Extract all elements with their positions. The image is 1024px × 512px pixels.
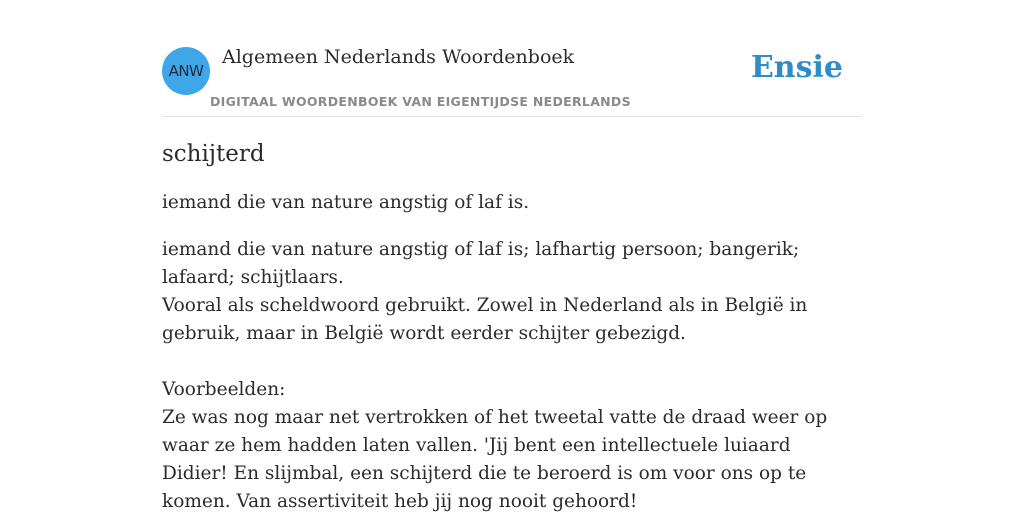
site-subtitle: DIGITAAL WOORDENBOEK VAN EIGENTIJDSE NEDERLANDS bbox=[210, 94, 631, 109]
entry-content bbox=[162, 136, 862, 512]
headword: schijterd bbox=[162, 141, 265, 167]
usage-note: Vooral als scheldwoord gebruikt. Zowel in Nederland als in België in gebruik, maar in België wordt eerder schijter gebezigd. bbox=[162, 295, 808, 344]
short-definition: iemand die van nature angstig of laf is. bbox=[162, 192, 530, 213]
site-title[interactable]: Algemeen Nederlands Woordenboek bbox=[222, 46, 575, 68]
paragraph-gap bbox=[162, 348, 862, 376]
long-definition: iemand die van nature angstig of laf is; lafhartig persoon; bangerik; lafaard; schijtlaars. bbox=[162, 239, 800, 288]
ensie-brand-link[interactable]: Ensie bbox=[750, 50, 843, 85]
site-header bbox=[162, 0, 862, 117]
example-text: Ze was nog maar net vertrokken of het tweetal vatte de draad weer op waar ze hem hadden laten vallen. 'Jij bent een intellectuele luiaard Didier! En slijmbal, een schijterd die te beroerd is om voor ons op te komen. Van assertiviteit heb jij nog nooit gehoord! bbox=[162, 407, 828, 512]
logo-text: ANW bbox=[168, 62, 204, 80]
examples-label: Voorbeelden: bbox=[162, 379, 286, 400]
anw-logo-icon[interactable] bbox=[162, 47, 210, 95]
long-definition-block bbox=[162, 236, 862, 512]
